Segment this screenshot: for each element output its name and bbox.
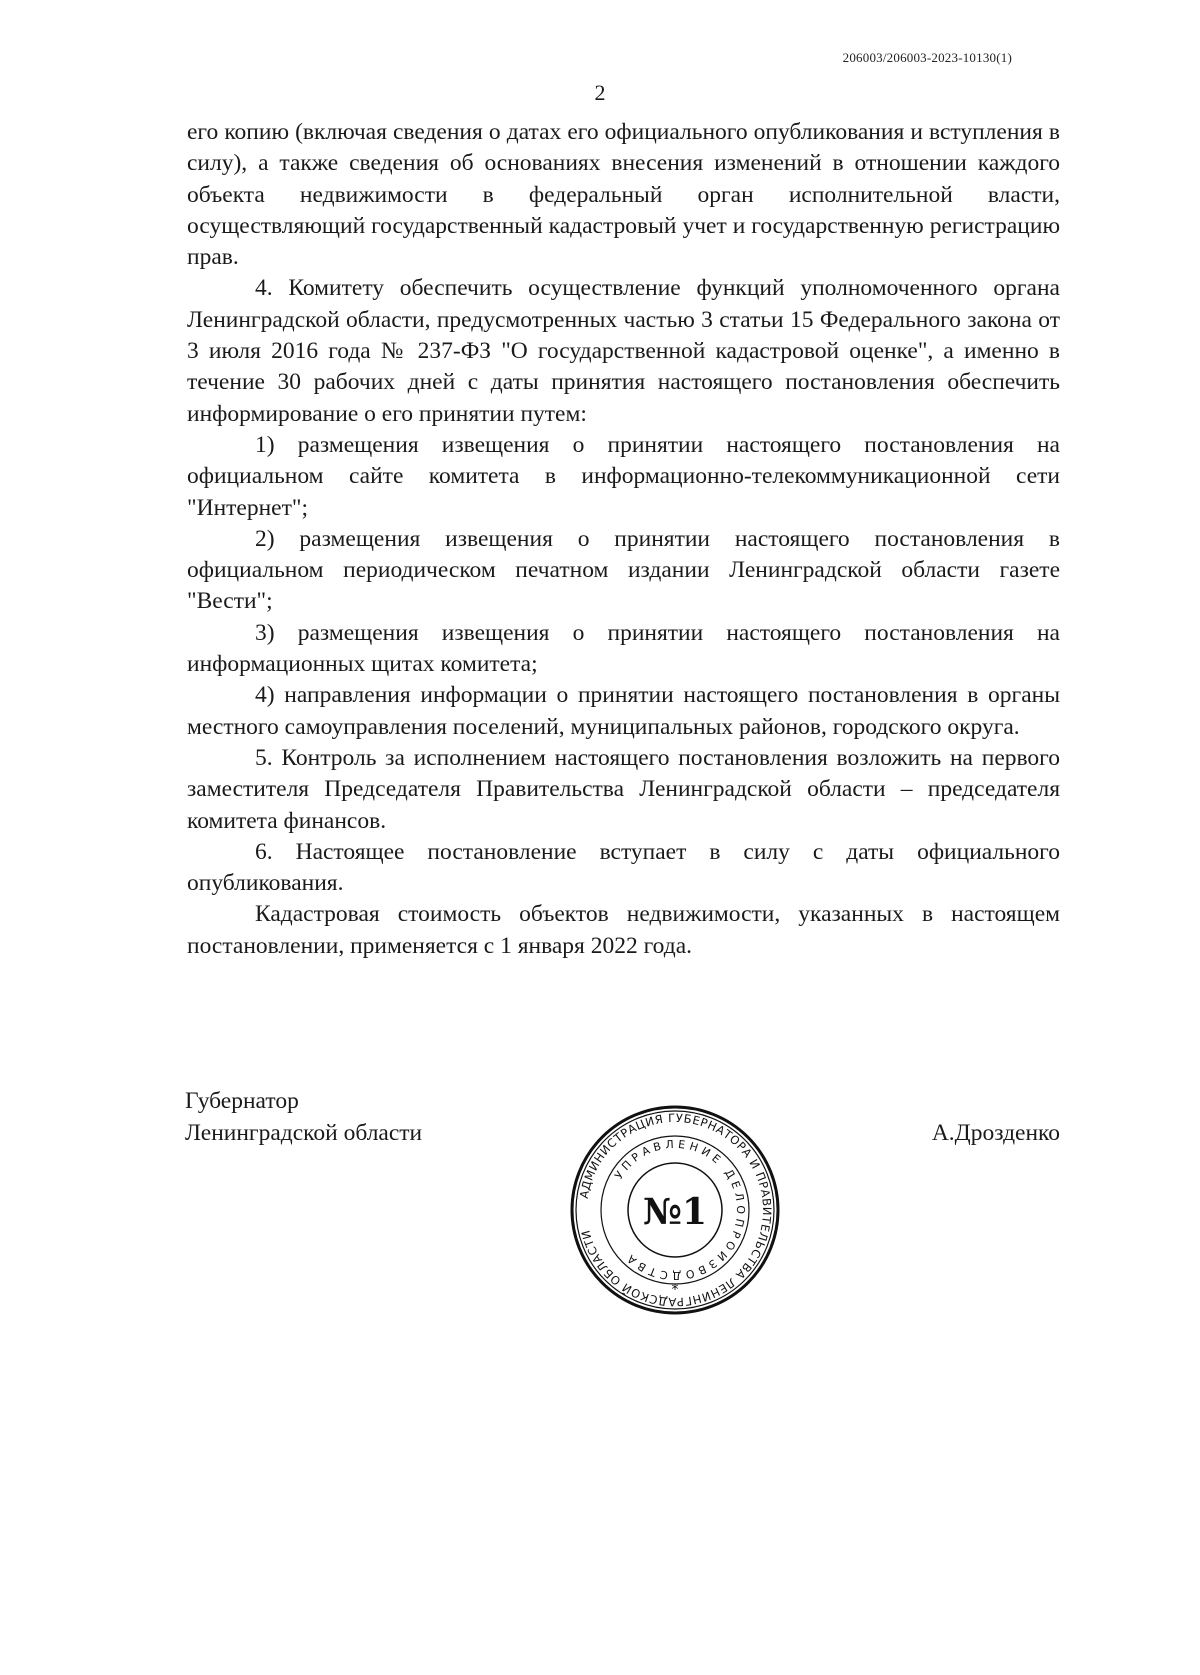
paragraph: его копию (включая сведения о датах его официального опубликования и вступления в силу), а также сведения об основаниях внесения изменений в отношении каждого объекта недвижимости в федеральный орган исполнительной власти, осуществляющий государственный кадастровый учет и государственную регистрацию прав. [187, 119, 1060, 271]
paragraph: 5. Контроль за исполнением настоящего постановления возложить на первого заместителя Председателя Правительства Ленинградской области – председателя комитета финансов. [187, 744, 1060, 834]
stamp-center-number: №1 [642, 1191, 708, 1233]
signatory-title-line: Губернатор [185, 1088, 299, 1114]
paragraph: Кадастровая стоимость объектов недвижимости, указанных в настоящем постановлении, применяется с 1 января 2022 года. [187, 901, 1060, 959]
document-id: 206003/206003-2023-10130(1) [842, 50, 1012, 65]
page-number: 2 [594, 80, 606, 105]
paragraph: 4) направления информации о принятии настоящего постановления в органы местного самоуправления поселений, муниципальных районов, городского округа. [187, 682, 1060, 740]
stamp-inner-text: УПРАВЛЕНИЕ ДЕЛОПРОИЗВОДСТВА [612, 1137, 748, 1283]
stamp-star: * [671, 1282, 679, 1298]
signatory-name: А.Дрозденко [931, 1120, 1060, 1146]
signatory-title [185, 1085, 422, 1149]
signatory-title-line: Ленинградской области [185, 1120, 423, 1146]
document-body [187, 117, 1060, 962]
stamp-outer-text: АДМИНИСТРАЦИЯ ГУБЕРНАТОРА И ПРАВИТЕЛЬСТВА ЛЕНИНГРАДСКОЙ ОБЛАСТИ [576, 1110, 775, 1310]
paragraph: 2) размещения извещения о принятии настоящего постановления в официальном периодическом печатном издании Ленинградской области газете "Вести"; [187, 525, 1060, 615]
paragraph: 4. Комитету обеспечить осуществление функций уполномоченного органа Ленинградской области, предусмотренных частью 3 статьи 15 Федерального закона от 3 июля 2016 года № 237-ФЗ "О государственной кадастровой оценке", а именно в течение 30 рабочих дней с даты принятия настоящего постановления обеспечить информирование о его принятии путем: [187, 275, 1060, 427]
paragraph: 3) размещения извещения о принятии настоящего постановления на информационных щитах комитета; [187, 619, 1060, 678]
paragraph: 1) размещения извещения о принятии настоящего постановления на официальном сайте комитета в информационно-телекоммуникационной сети "Интернет"; [187, 431, 1060, 521]
official-seal-stamp [569, 1104, 781, 1316]
paragraph: 6. Настоящее постановление вступает в силу с даты официального опубликования. [187, 838, 1060, 897]
